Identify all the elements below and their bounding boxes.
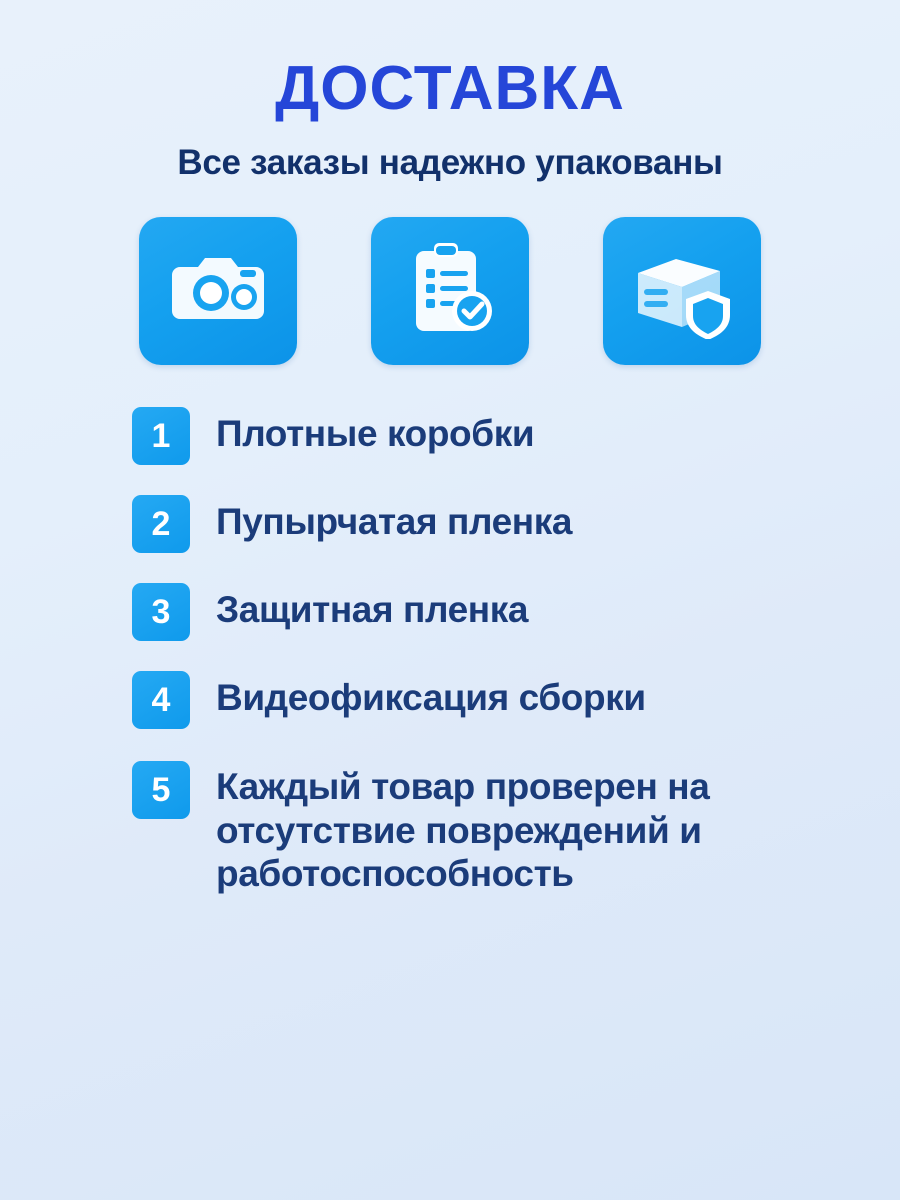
- page-title: ДОСТАВКА: [275, 54, 625, 123]
- list-item: [132, 671, 830, 729]
- step-label: Защитная пленка: [216, 589, 529, 631]
- list-item: [132, 495, 830, 553]
- clipboard-check-icon: [371, 217, 529, 365]
- list-item: [132, 759, 830, 896]
- step-number-badge: 2: [132, 495, 190, 553]
- icon-row: [139, 217, 761, 365]
- step-label: Пупырчатая пленка: [216, 501, 573, 543]
- step-number-badge: 3: [132, 583, 190, 641]
- list-item: [132, 407, 830, 465]
- step-label: Плотные коробки: [216, 413, 535, 455]
- box-shield-icon: [603, 217, 761, 365]
- packaging-steps-list: [70, 407, 830, 896]
- step-number-badge: 5: [132, 761, 190, 819]
- list-item: [132, 583, 830, 641]
- step-label: Видеофиксация сборки: [216, 677, 646, 719]
- camera-icon: [139, 217, 297, 365]
- step-number-badge: 4: [132, 671, 190, 729]
- step-number-badge: 1: [132, 407, 190, 465]
- page-subtitle: Все заказы надежно упакованы: [177, 143, 723, 183]
- step-label: Каждый товар проверен на отсутствие повреждений и работоспособность: [216, 766, 710, 895]
